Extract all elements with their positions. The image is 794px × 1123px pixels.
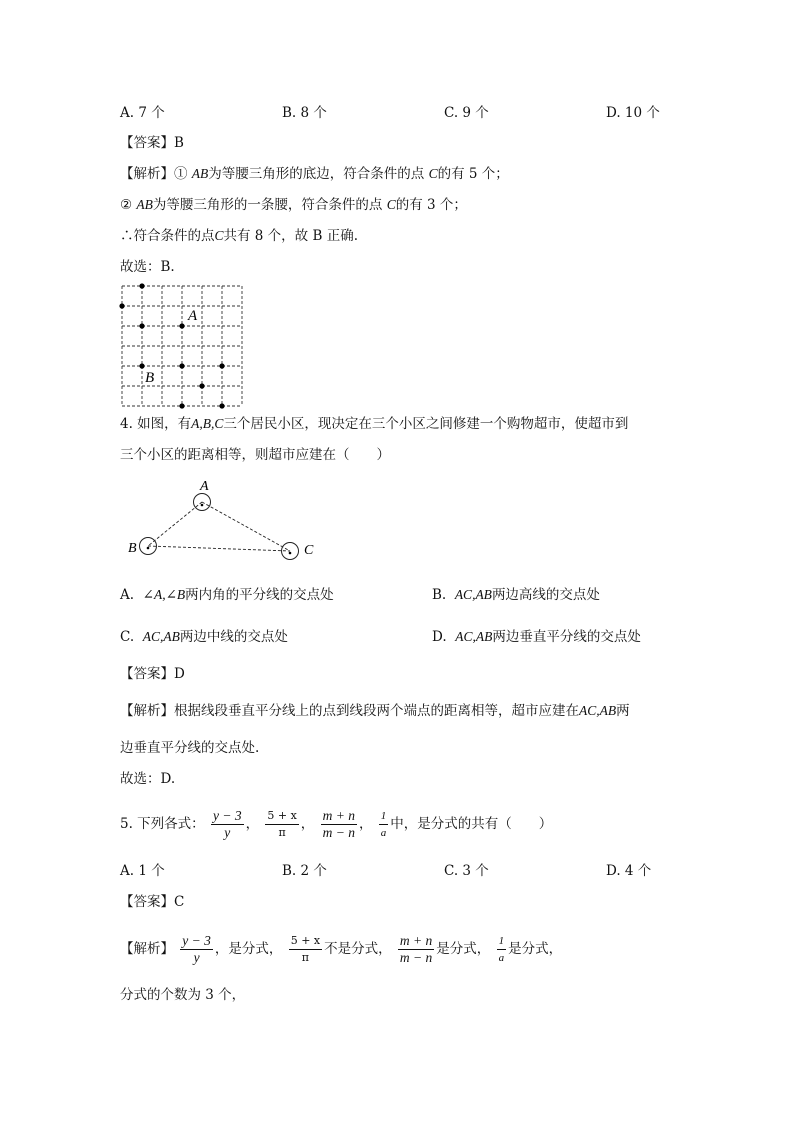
figure-label-a: A	[200, 479, 209, 494]
q4-option-d: D. AC,AB两边垂直平分线的交点处	[432, 629, 641, 645]
q5-option-d: D. 4 个	[606, 863, 652, 879]
fraction-1: $\frac{y - 3}{y}$	[212, 808, 242, 840]
q3-option-c: C. 9 个	[444, 105, 489, 121]
q4-stem-line1: 4. 如图，有A,B,C三个居民小区，现决定在三个小区之间修建一个购物超市，使超市到	[120, 416, 629, 432]
q5-option-b: B. 2 个	[282, 863, 327, 879]
dot-grid-figure	[118, 282, 246, 410]
q4-option-c: C. AC,AB两边中线的交点处	[120, 629, 288, 645]
q4-option-a: A. ∠A,∠B两内角的平分线的交点处	[120, 587, 334, 603]
analysis-fraction-4: $\frac{1}{a}$	[498, 935, 505, 964]
q4-choose: 故选：D.	[120, 771, 176, 787]
q3-choose: 故选：B.	[120, 259, 175, 275]
q4-analysis-line1: 【解析】根据线段垂直平分线上的点到线段两个端点的距离相等，超市应建在AC,AB两	[120, 703, 630, 719]
figure-label-c: C	[304, 543, 314, 558]
q3-option-d: D. 10 个	[606, 105, 660, 121]
q4-answer: 【答案】D	[120, 666, 185, 682]
q5-analysis-last: 分式的个数为 3 个，	[120, 987, 246, 1003]
grid-label-b: B	[145, 370, 155, 386]
q5-analysis-line1: 【解析】 $\frac{y - 3}{y}$ ，是分式， $\frac{5 + x}{\pi}$ 不是分式， $\frac{m + n}{m - n}$ 是分式， $\frac{1}{a}$ 是分式，	[120, 933, 563, 965]
q3-option-a: A. 7 个	[120, 105, 165, 121]
fraction-3: $\frac{m + n}{m - n}$	[322, 808, 355, 840]
triangle-figure	[120, 476, 330, 562]
analysis-fraction-3: $\frac{m + n}{m - n}$	[399, 933, 433, 965]
fraction-4: $\frac{1}{a}$	[380, 810, 387, 839]
grid-label-a: A	[188, 308, 198, 324]
q4-analysis-line2: 边垂直平分线的交点处.	[120, 740, 260, 756]
q3-analysis-line3: ∴符合条件的点C共有 8 个，故 B 正确.	[120, 228, 358, 244]
q4-option-b: B. AC,AB两边高线的交点处	[432, 587, 600, 603]
q3-answer: 【答案】B	[120, 135, 184, 151]
q3-option-b: B. 8 个	[282, 105, 327, 121]
analysis-fraction-2: $\frac{5 + x}{\pi}$	[290, 934, 321, 964]
fraction-2: $\frac{5 + x}{\pi}$	[267, 809, 297, 839]
q3-analysis-line1: 【解析】① AB为等腰三角形的底边，符合条件的点 C的有 5 个；	[120, 166, 509, 182]
q5-stem: 5. 下列各式： $\frac{y - 3}{y}$ ， $\frac{5 + x}{\pi}$ ， $\frac{m + n}{m - n}$ ， $\frac{1}{a}$ 中，是分式的共有（ ）	[120, 808, 553, 840]
q5-answer: 【答案】C	[120, 894, 185, 910]
q3-analysis-line2: ② AB为等腰三角形的一条腰，符合条件的点 C的有 3 个；	[120, 197, 467, 213]
q5-option-c: C. 3 个	[444, 863, 489, 879]
q5-option-a: A. 1 个	[120, 863, 165, 879]
analysis-fraction-1: $\frac{y - 3}{y}$	[182, 933, 211, 965]
figure-label-b: B	[128, 541, 137, 556]
analysis-tag: 【解析】	[120, 166, 174, 182]
q4-stem-line2: 三个小区的距离相等，则超市应建在（ ）	[120, 447, 390, 463]
